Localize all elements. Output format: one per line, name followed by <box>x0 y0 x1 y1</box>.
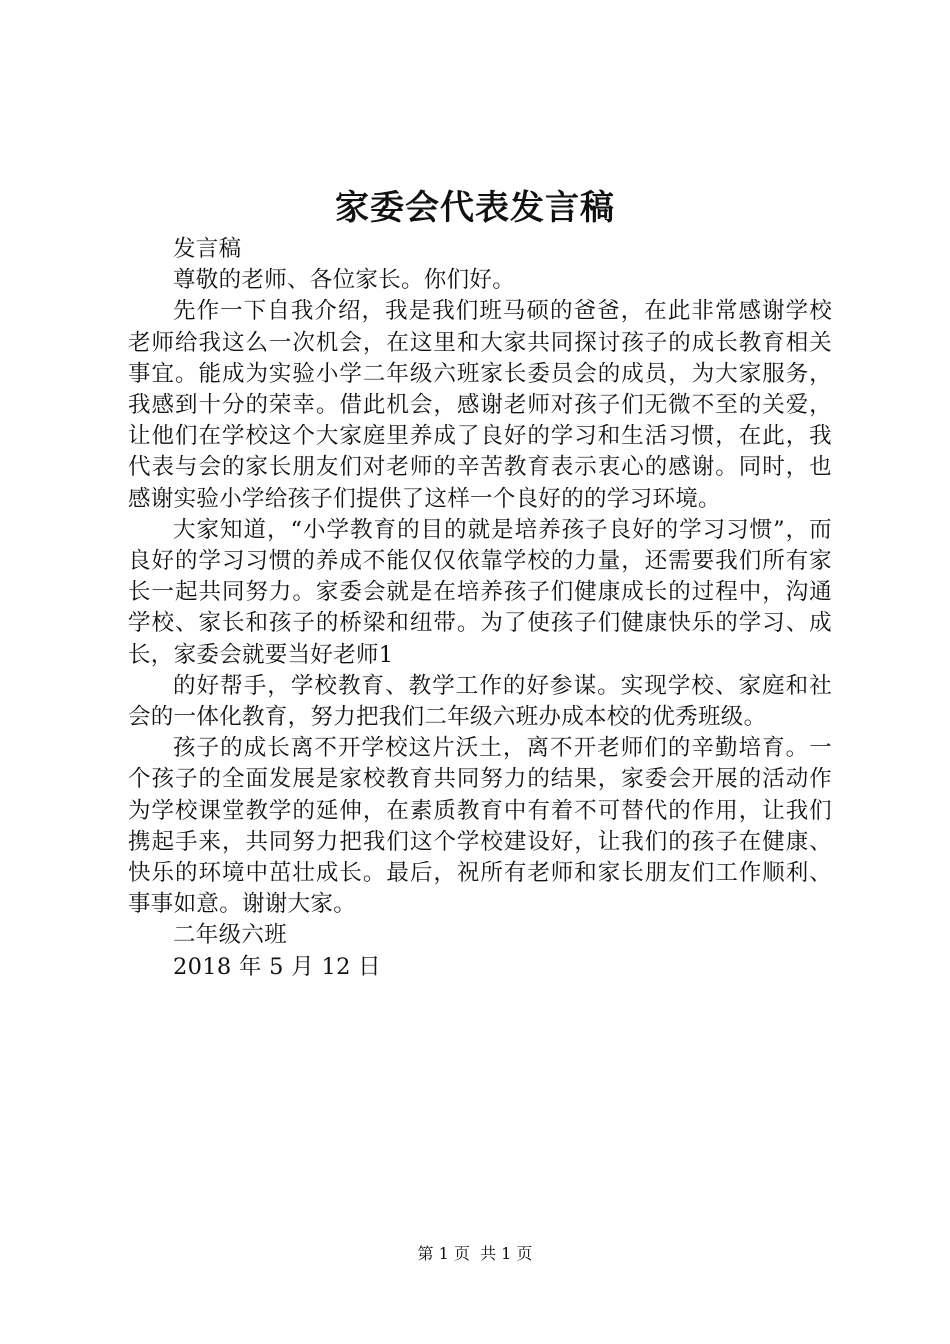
page-footer <box>0 1244 950 1264</box>
paragraph-closing: 孩子的成长离不开学校这片沃土，离不开老师们的辛勤培育。一个孩子的全面发展是家校教育共同努力的结果，家委会开展的活动作为学校课堂教学的延伸，在素质教育中有着不可替代的作用，让我们携起手来，共同努力把我们这个学校建设好，让我们的孩子在健康、快乐的环境中茁壮成长。最后，祝所有老师和家长朋友们工作顺利、事事如意。谢谢大家。 <box>128 735 832 918</box>
paragraph-greeting: 尊敬的老师、各位家长。你们好。 <box>173 267 516 294</box>
paragraph-helper: 的好帮手，学校教育、教学工作的好参谋。实现学校、家庭和社会的一体化教育，努力把我们二年级六班办成本校的优秀班级。 <box>128 672 832 731</box>
signature-class: 二年级六班 <box>173 922 288 949</box>
document-body <box>128 234 832 983</box>
paragraph-introduction: 先作一下自我介绍，我是我们班马硕的爸爸，在此非常感谢学校老师给我这么一次机会，在这里和大家共同探讨孩子的成长教育相关事宜。能成为实验小学二年级六班家长委员会的成员，为大家服务，我感到十分的荣幸。借此机会，感谢老师对孩子们无微不至的关爱，让他们在学校这个大家庭里养成了良好的学习和生活习惯，在此，我代表与会的家长朋友们对老师的辛苦教育表示衷心的感谢。同时，也感谢实验小学给孩子们提供了这样一个良好的的学习环境。 <box>128 298 832 512</box>
page-number: 第 1 页 共 1 页 <box>417 1244 533 1263</box>
paragraph-heading: 发言稿 <box>173 236 242 262</box>
paragraph-habits: 大家知道，“小学教育的目的就是培养孩子良好的学习习惯”，而良好的学习习惯的养成不能仅仅依靠学校的力量，还需要我们所有家长一起共同努力。家委会就是在培养孩子们健康成长的过程中，沟通学校、家长和孩子的桥梁和纽带。为了使孩子们健康快乐的学习、成长，家委会就要当好老师1 <box>128 516 832 668</box>
document-title: 家委会代表发言稿 <box>335 188 615 228</box>
signature-date: 2018 年 5 月 12 日 <box>173 953 381 980</box>
